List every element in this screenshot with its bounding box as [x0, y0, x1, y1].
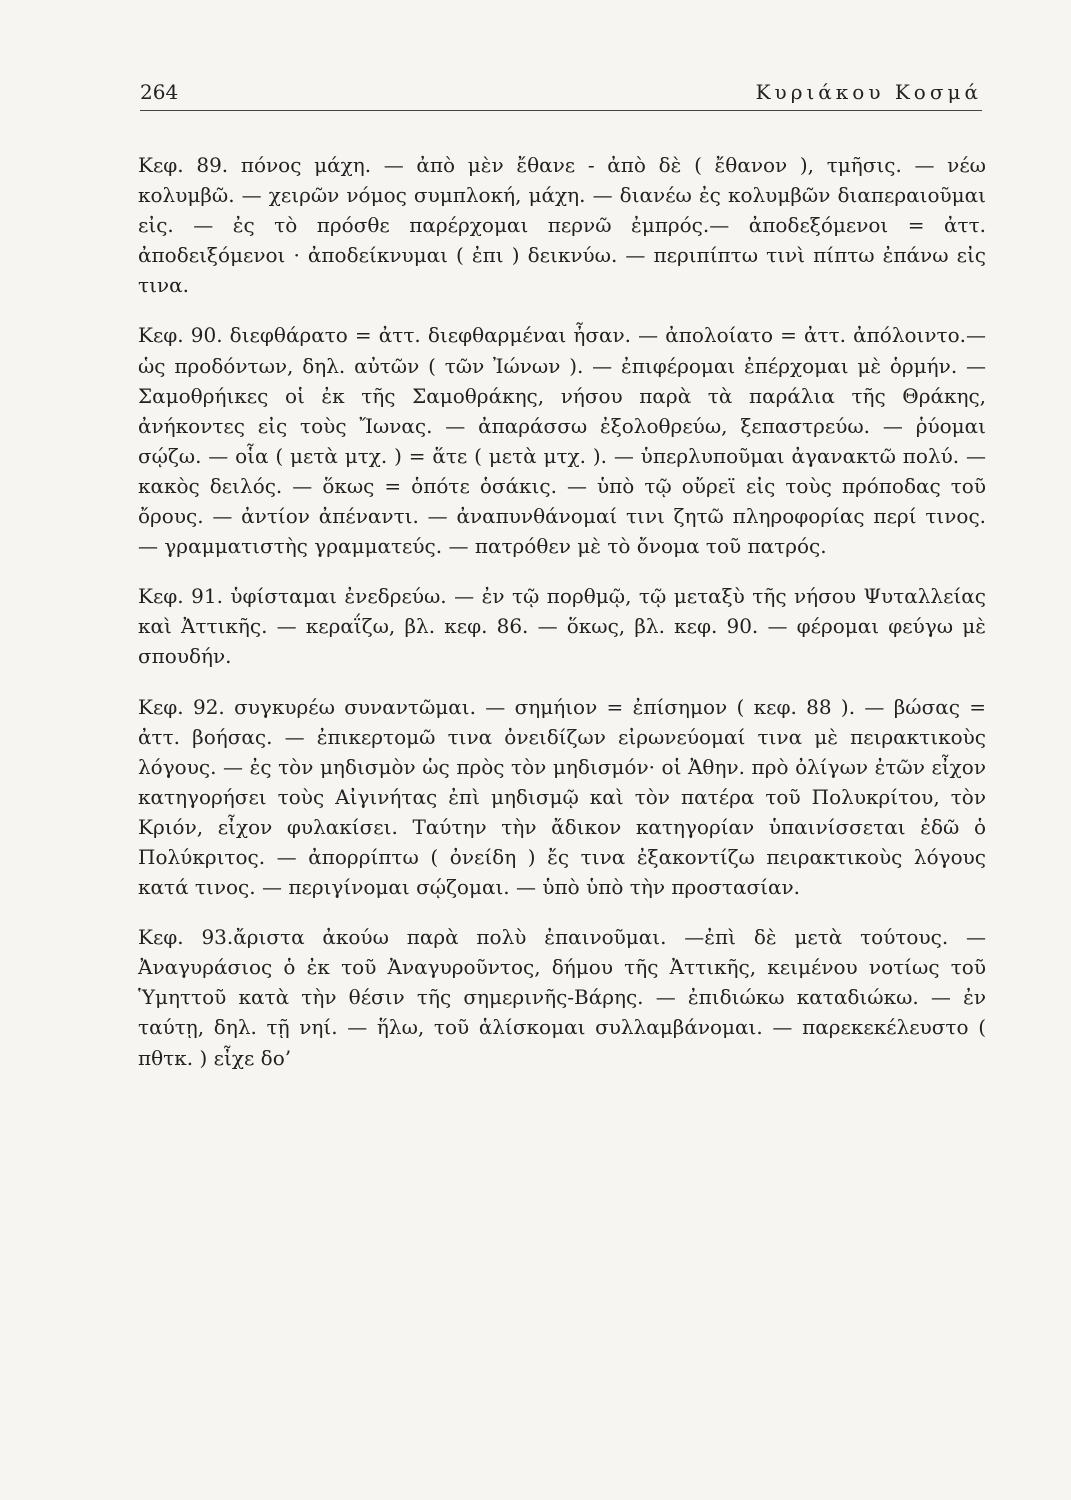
- page-number: 264: [140, 80, 179, 104]
- chapter-89-paragraph: Κεφ. 89. πόνος μάχη. — ἀπὸ μὲν ἔθανε - ἀπὸ δὲ ( ἔθανον ), τμῆσις. — νέω κολυμβῶ. — χειρῶν νόμος συμπλοκή, μάχη. — διανέω ἐς κολυμβῶν διαπεραιοῦμαι εἰς. — ἐς τὸ πρόσθε παρέρχομαι περνῶ ἐμπρός.— ἀποδεξόμενοι = ἀττ. ἀποδειξόμενοι · ἀποδείκνυμαι ( ἐπι ) δεικνύω. — περιπίπτω τινὶ πίπτω ἐπάνω εἰς τινα.: [138, 153, 986, 298]
- chapter-91-paragraph: Κεφ. 91. ὑφίσταμαι ἐνεδρεύω. — ἐν τῷ πορθμῷ, τῷ μεταξὺ τῆς νήσου Ψυταλλείας καὶ Ἀττικῆς. — κεραΐζω, βλ. κεφ. 86. — ὅκως, βλ. κεφ. 90. — φέρομαι φεύγω μὲ σπουδήν.: [138, 584, 986, 669]
- chapter-93-paragraph: Κεφ. 93.ἄριστα ἀκούω παρὰ πολὺ ἐπαινοῦμαι. —ἐπὶ δὲ μετὰ τούτους. — Ἀναγυράσιος ὁ ἐκ τοῦ Ἀναγυροῦντος, δήμου τῆς Ἀττικῆς, κειμένου νοτίως τοῦ Ὑμηττοῦ κατὰ τὴν θέσιν τῆς σημερινῆς-Βάρης. — ἐπιδιώκω καταδιώκω. — ἐν ταύτῃ, δηλ. τῇ νηί. — ἥλω, τοῦ ἁλίσκομαι συλλαμβάνομαι. — παρεκεκέλευστο ( πθτκ. ) εἶχε δο’: [138, 925, 986, 1070]
- page-header: [140, 80, 982, 111]
- page-body: [138, 150, 986, 1093]
- running-head: Κυριάκου Κοσμά: [755, 80, 982, 104]
- chapter-92-paragraph: Κεφ. 92. συγκυρέω συναντῶμαι. — σημήιον = ἐπίσημον ( κεφ. 88 ). — βώσας = ἀττ. βοήσας. — ἐπικερτομῶ τινα ὀνειδίζων εἰρωνεύομαί τινα μὲ πειρακτικοὺς λόγους. — ἐς τὸν μηδισμὸν ὡς πρὸς τὸν μηδισμόν· οἱ Ἀθην. πρὸ ὀλίγων ἐτῶν εἶχον κατηγορήσει τοὺς Αἰγινήτας ἐπὶ μηδισμῷ καὶ τὸν πατέρα τοῦ Πολυκρίτου, τὸν Κριόν, εἶχον φυλακίσει. Ταύτην τὴν ἄδικον κατηγορίαν ὑπαινίσσεται ἐδῶ ὁ Πολύκριτος. — ἀπορρίπτω ( ὀνείδη ) ἔς τινα ἐξακοντίζω πειρακτικοὺς λόγους κατά τινος. — περιγίνομαι σῴζομαι. — ὑπὸ ὑπὸ τὴν προστασίαν.: [138, 694, 986, 900]
- chapter-90-paragraph: Κεφ. 90. διεφθάρατο = ἀττ. διεφθαρμέναι ἦσαν. — ἀπολοίατο = ἀττ. ἀπόλοιντο.— ὡς προδόντων, δηλ. αὐτῶν ( τῶν Ἰώνων ). — ἐπιφέρομαι ἐπέρχομαι μὲ ὁρμήν. — Σαμοθρήικες οἱ ἐκ τῆς Σαμοθράκης, νήσου παρὰ τὰ παράλια τῆς Θράκης, ἀνήκοντες εἰς τοὺς Ἴωνας. — ἀπαράσσω ἐξολοθρεύω, ξεπαστρεύω. — ῥύομαι σῴζω. — οἷα ( μετὰ μτχ. ) = ἅτε ( μετὰ μτχ. ). — ὑπερλυποῦμαι ἀγανακτῶ πολύ. — κακὸς δειλός. — ὅκως = ὁπότε ὁσάκις. — ὑπὸ τῷ οὔρεϊ εἰς τοὺς πρόποδας τοῦ ὄρους. — ἀντίον ἀπέναντι. — ἀναπυνθάνομαί τινι ζητῶ πληροφορίας περί τινος. — γραμματιστὴς γραμματεύς. — πατρόθεν μὲ τὸ ὄνομα τοῦ πατρός.: [138, 323, 986, 559]
